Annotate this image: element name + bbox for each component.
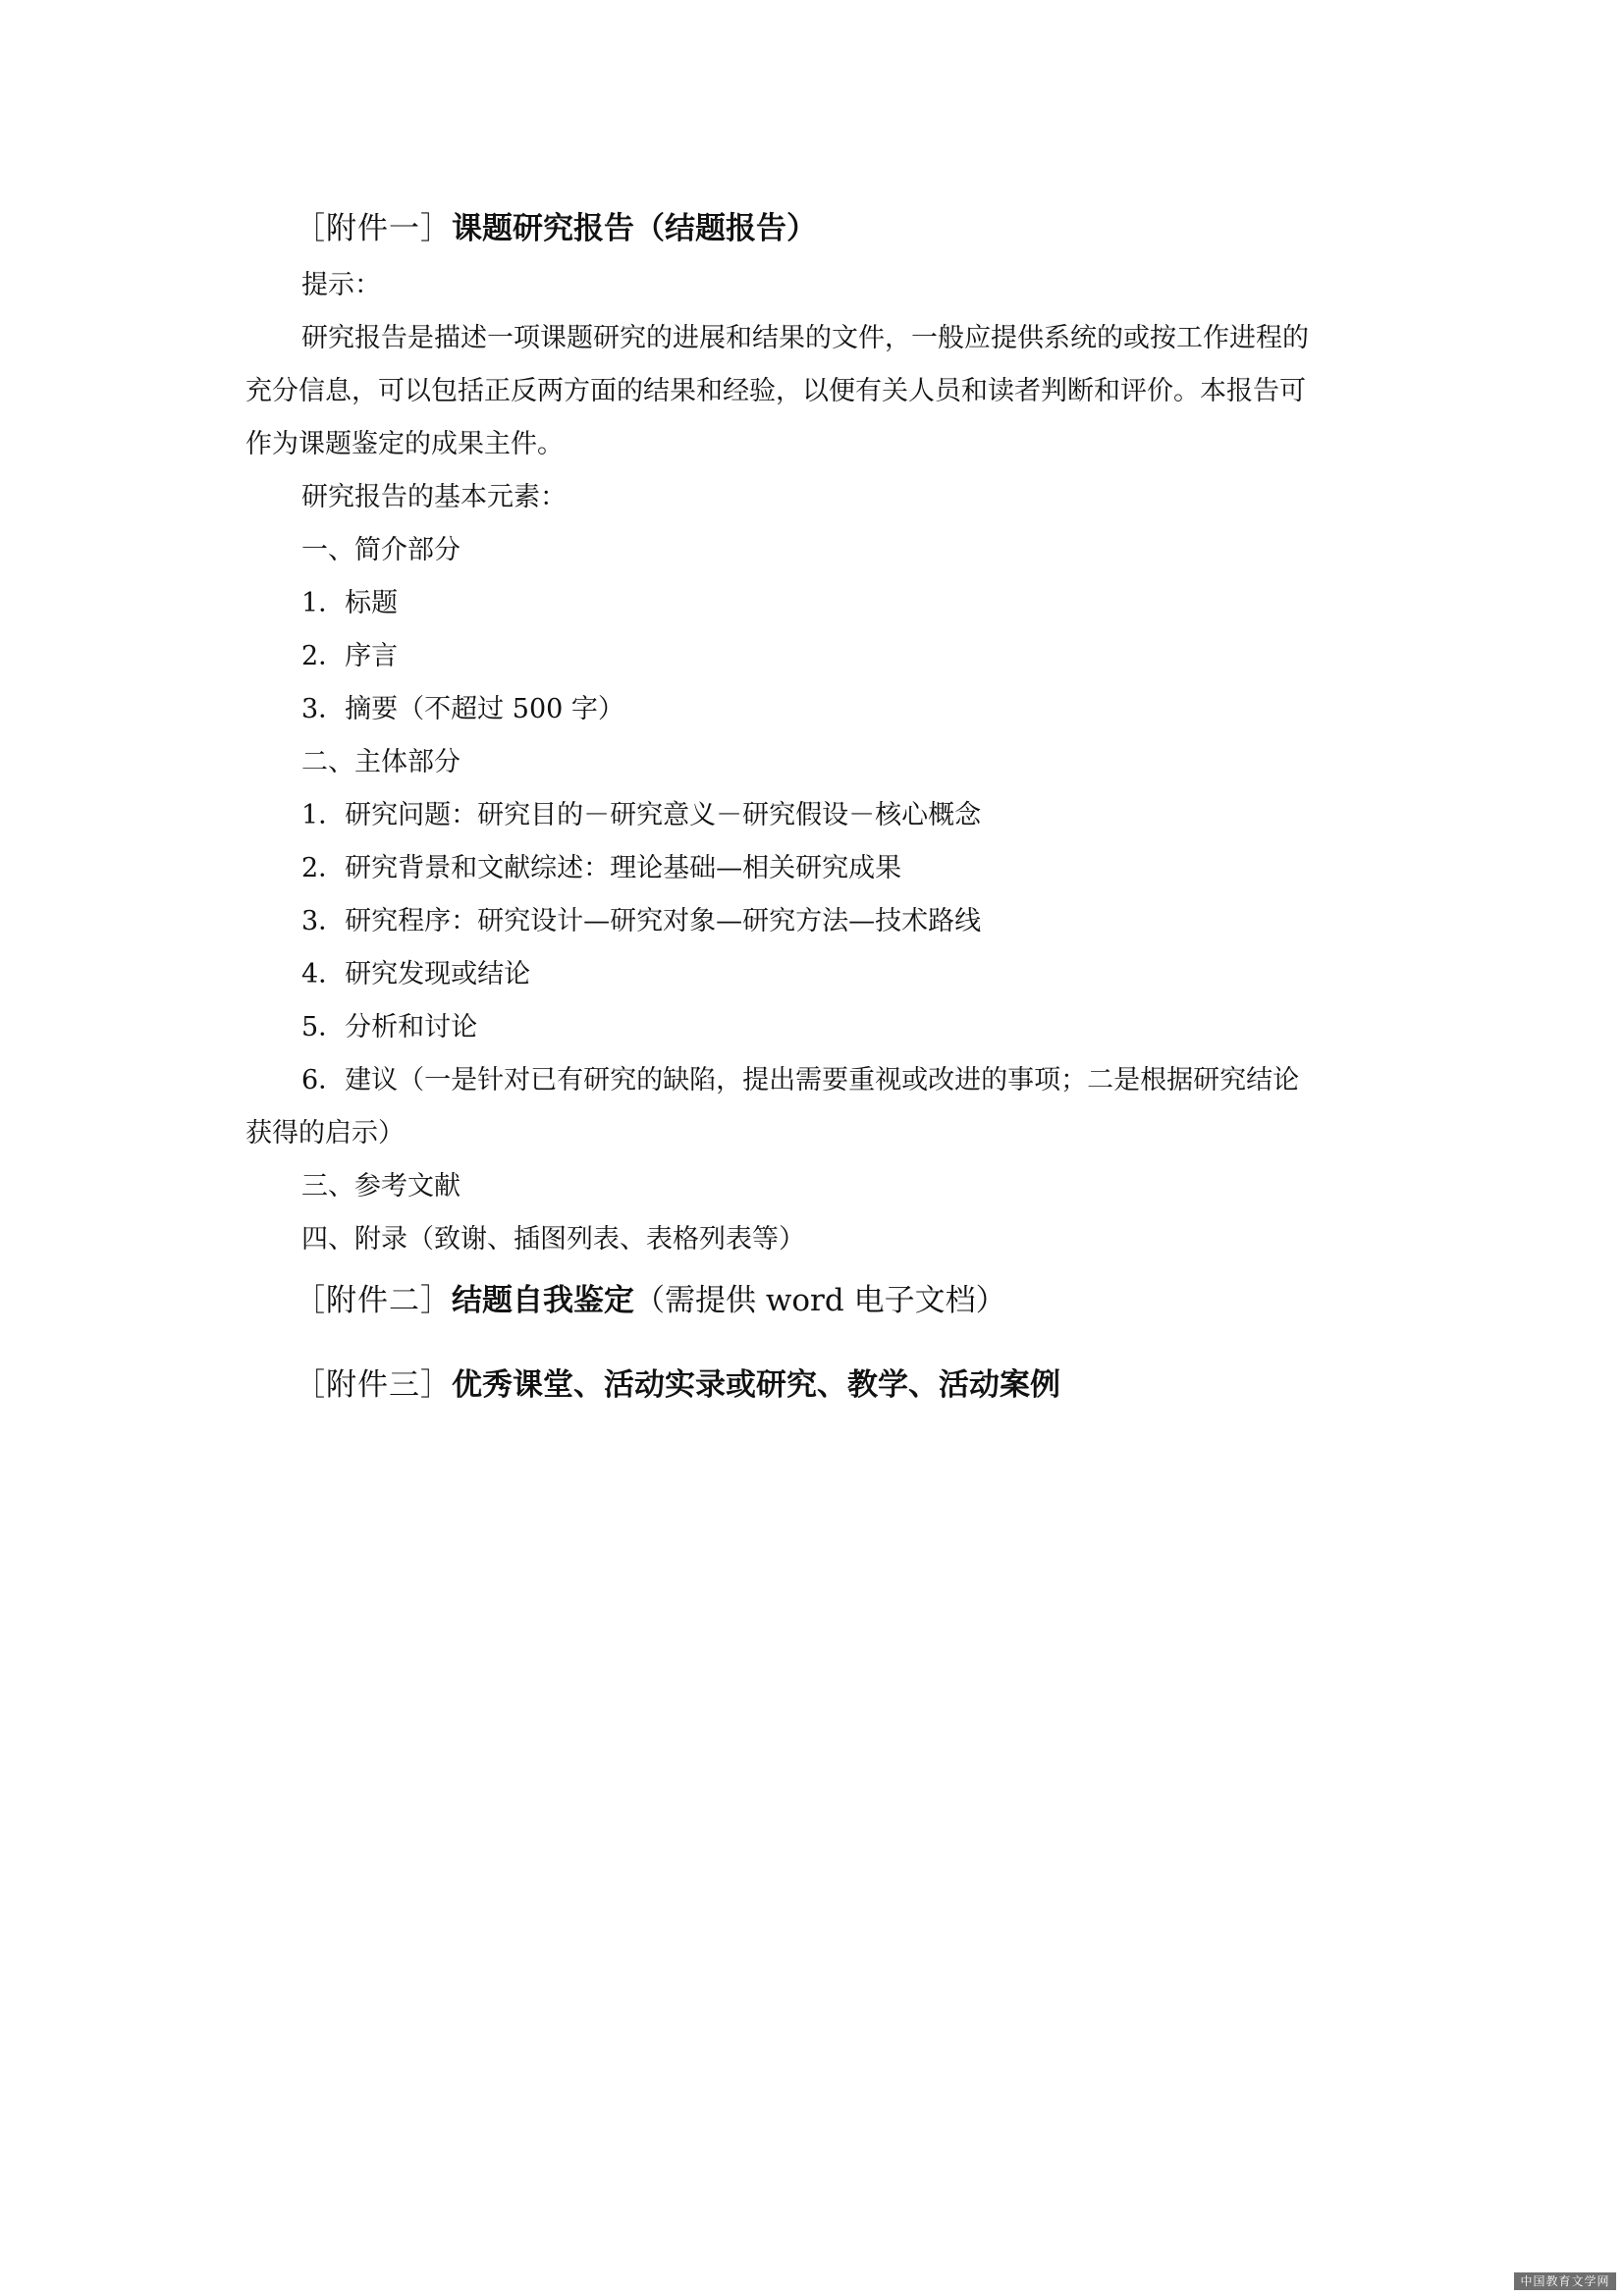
- elements-label: 研究报告的基本元素：: [301, 482, 567, 512]
- site-watermark: 中国教育文学网: [1514, 2272, 1616, 2290]
- attachment3-heading: [295, 1366, 1060, 1404]
- section2-item-3: 3．研究程序：研究设计—研究对象—研究方法—技术路线: [301, 906, 982, 936]
- section1-item-1: 1．标题: [301, 588, 399, 618]
- attachment1-bracket: ［附件一］: [295, 211, 452, 246]
- section2-item-6-line-1: 6．建议（一是针对已有研究的缺陷，提出需要重视或改进的事项；二是根据研究结论: [301, 1065, 1300, 1095]
- section2-title: 二、主体部分: [301, 747, 460, 777]
- section2-item-2: 2．研究背景和文献综述：理论基础—相关研究成果: [301, 853, 902, 883]
- section4-title: 四、附录（致谢、插图列表、表格列表等）: [301, 1224, 805, 1255]
- intro-line-2: 充分信息，可以包括正反两方面的结果和经验，以便有关人员和读者判断和评价。本报告可: [245, 376, 1306, 406]
- section1-title: 一、简介部分: [301, 535, 460, 565]
- attachment1-heading: [295, 210, 817, 247]
- attachment1-title: 课题研究报告（结题报告）: [452, 211, 817, 246]
- section2-item-5: 5．分析和讨论: [301, 1012, 478, 1042]
- intro-line-1: 研究报告是描述一项课题研究的进展和结果的文件，一般应提供系统的或按工作进程的: [301, 323, 1309, 353]
- attachment2-bracket: ［附件二］: [295, 1283, 452, 1318]
- attachment2-note: （需提供 word 电子文档）: [634, 1283, 1006, 1318]
- attachment2-title: 结题自我鉴定: [452, 1283, 634, 1318]
- section2-item-1: 1．研究问题：研究目的－研究意义－研究假设－核心概念: [301, 800, 982, 830]
- section2-item-4: 4．研究发现或结论: [301, 959, 531, 989]
- attachment3-title: 优秀课堂、活动实录或研究、教学、活动案例: [452, 1367, 1060, 1403]
- section3-title: 三、参考文献: [301, 1171, 460, 1201]
- intro-line-3: 作为课题鉴定的成果主件。: [245, 429, 564, 459]
- attachment2-heading: [295, 1282, 1006, 1319]
- section1-item-2: 2．序言: [301, 641, 399, 671]
- attachment3-bracket: ［附件三］: [295, 1367, 452, 1403]
- hint-label: 提示：: [301, 270, 381, 300]
- section2-item-6-line-2: 获得的启示）: [245, 1118, 405, 1148]
- section1-item-3: 3．摘要（不超过 500 字）: [301, 694, 624, 724]
